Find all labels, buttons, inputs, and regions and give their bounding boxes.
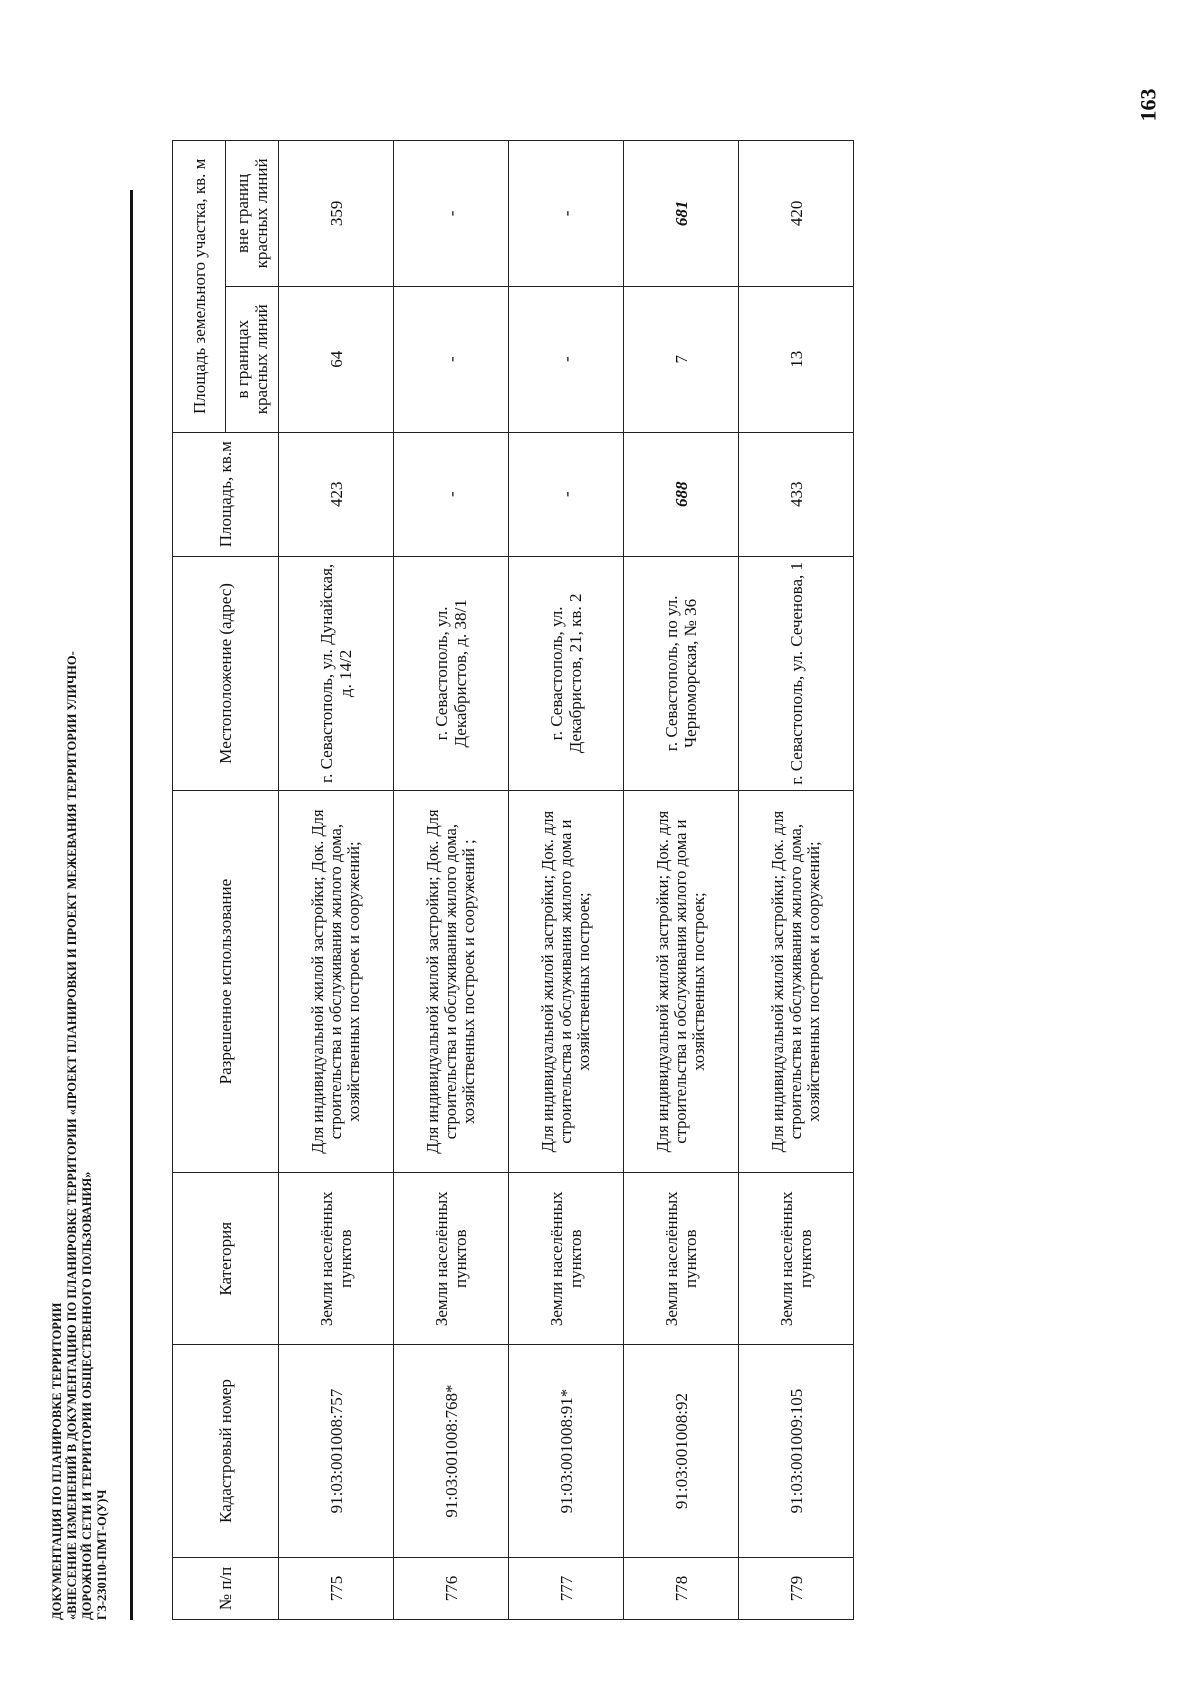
cell-inside: 64 bbox=[279, 286, 394, 432]
cell-location: г. Севастополь, ул. Декабристов, д. 38/1 bbox=[394, 556, 509, 790]
cell-cadastral: 91:03:001008:768* bbox=[394, 1345, 509, 1558]
header-line-2: «ВНЕСЕНИЕ ИЗМЕНЕНИЙ В ДОКУМЕНТАЦИЮ ПО ПЛАНИРОВКЕ ТЕРРИТОРИИ «ПРОЕКТ ПЛАНИРОВКИ И ПРОЕКТ МЕЖЕВАНИЯ ТЕРРИТОРИИ УЛИЧНО- bbox=[65, 651, 79, 1620]
cell-area: - bbox=[394, 432, 509, 556]
page-number: 163 bbox=[1135, 88, 1161, 122]
col-header-inside: в границах красных линий bbox=[226, 286, 279, 432]
cell-num: 775 bbox=[279, 1557, 394, 1619]
col-header-land-area: Площадь земельного участка, кв. м bbox=[173, 141, 226, 433]
cell-inside: 13 bbox=[739, 286, 854, 432]
table-row bbox=[394, 141, 509, 1620]
col-header-location: Местоположение (адрес) bbox=[173, 556, 279, 790]
cell-cadastral: 91:03:001008:92 bbox=[624, 1345, 739, 1558]
table-row bbox=[739, 141, 854, 1620]
cell-category: Земли населённых пунктов bbox=[394, 1173, 509, 1345]
cell-usage: Для индивидуальной жилой застройки; Док. для строительства и обслуживания жилого дома, хозяйственных построек и сооружений; bbox=[739, 790, 854, 1172]
cell-category: Земли населённых пунктов bbox=[739, 1173, 854, 1345]
cell-usage: Для индивидуальной жилой застройки; Док. для строительства и обслуживания жилого дома и хозяйственных построек; bbox=[624, 790, 739, 1172]
land-plots-table-wrap bbox=[172, 140, 854, 1620]
cell-inside: 7 bbox=[624, 286, 739, 432]
cell-outside: 420 bbox=[739, 141, 854, 287]
cell-location: г. Севастополь, ул. Дунайская, д. 14/2 bbox=[279, 556, 394, 790]
col-header-num: № п/п bbox=[173, 1557, 279, 1619]
document-header bbox=[50, 651, 110, 1620]
cell-outside: - bbox=[394, 141, 509, 287]
cell-usage: Для индивидуальной жилой застройки; Док. Для строительства и обслуживания жилого дома, хозяйственных построек и сооружений; bbox=[279, 790, 394, 1172]
table-row bbox=[624, 141, 739, 1620]
cell-inside: - bbox=[394, 286, 509, 432]
cell-usage: Для индивидуальной жилой застройки; Док. для строительства и обслуживания жилого дома и хозяйственных построек; bbox=[509, 790, 624, 1172]
cell-usage: Для индивидуальной жилой застройки; Док. Для строительства и обслуживания жилого дома, хозяйственных построек и сооружений ; bbox=[394, 790, 509, 1172]
cell-cadastral: 91:03:001008:757 bbox=[279, 1345, 394, 1558]
cell-location: г. Севастополь, ул. Сеченова, 1 bbox=[739, 556, 854, 790]
cell-outside: - bbox=[509, 141, 624, 287]
col-header-outside: вне границ красных линий bbox=[226, 141, 279, 287]
header-line-4: ГЗ-230110-ПМТ-О(У)Ч bbox=[95, 1489, 109, 1620]
cell-location: г. Севастополь, ул. Декабристов, 21, кв. 2 bbox=[509, 556, 624, 790]
table-header-row-1 bbox=[173, 141, 226, 1620]
cell-area: 423 bbox=[279, 432, 394, 556]
cell-category: Земли населённых пунктов bbox=[624, 1173, 739, 1345]
col-header-category: Категория bbox=[173, 1173, 279, 1345]
header-line-1: ДОКУМЕНТАЦИЯ ПО ПЛАНИРОВКЕ ТЕРРИТОРИИ bbox=[50, 1302, 64, 1620]
header-rule bbox=[130, 190, 133, 1620]
cell-location: г. Севастополь, по ул. Черноморская, № 36 bbox=[624, 556, 739, 790]
cell-cadastral: 91:03:001009:105 bbox=[739, 1345, 854, 1558]
cell-category: Земли населённых пунктов bbox=[509, 1173, 624, 1345]
table-row bbox=[279, 141, 394, 1620]
cell-inside: - bbox=[509, 286, 624, 432]
col-header-area: Площадь, кв.м bbox=[173, 432, 279, 556]
cell-num: 776 bbox=[394, 1557, 509, 1619]
cell-area: - bbox=[509, 432, 624, 556]
cell-outside: 681 bbox=[624, 141, 739, 287]
table-row bbox=[509, 141, 624, 1620]
cell-area: 688 bbox=[624, 432, 739, 556]
cell-num: 779 bbox=[739, 1557, 854, 1619]
cell-outside: 359 bbox=[279, 141, 394, 287]
col-header-usage: Разрешенное использование bbox=[173, 790, 279, 1172]
col-header-cadastral: Кадастровый номер bbox=[173, 1345, 279, 1558]
cell-area: 433 bbox=[739, 432, 854, 556]
land-plots-table bbox=[172, 140, 854, 1620]
landscape-page bbox=[50, 60, 1060, 1620]
header-line-3: ДОРОЖНОЙ СЕТИ И ТЕРРИТОРИИ ОБЩЕСТВЕННОГО ПОЛЬЗОВАНИЯ» bbox=[80, 1171, 94, 1620]
cell-category: Земли населённых пунктов bbox=[279, 1173, 394, 1345]
cell-num: 777 bbox=[509, 1557, 624, 1619]
cell-cadastral: 91:03:001008:91* bbox=[509, 1345, 624, 1558]
cell-num: 778 bbox=[624, 1557, 739, 1619]
